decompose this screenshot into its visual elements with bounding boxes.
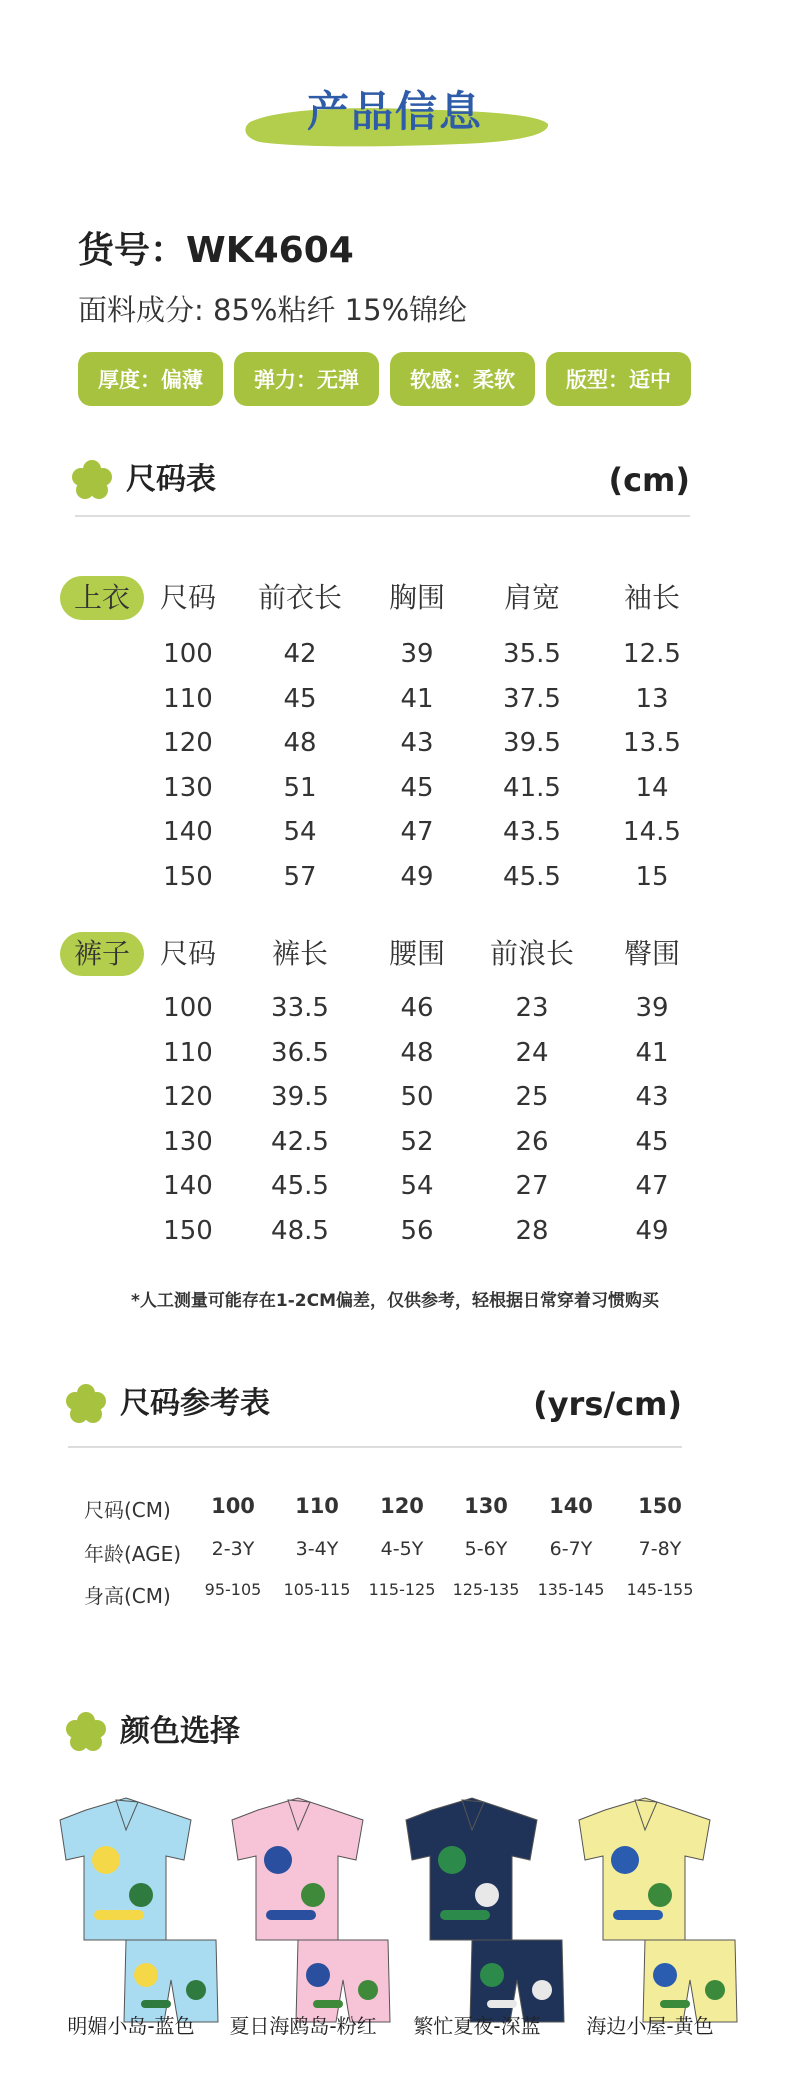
table-cell: 140 <box>163 1171 213 1202</box>
table-cell: 46 <box>400 993 434 1023</box>
color-swatch-image[interactable] <box>46 1790 226 2030</box>
tag-thickness: 厚度：偏薄 <box>78 352 223 406</box>
table-cell: 45 <box>635 1126 669 1157</box>
table-cell: 43 <box>635 1082 669 1113</box>
header-cell: 尺码 <box>159 581 216 614</box>
header-cell: 肩宽 <box>503 581 560 614</box>
reference-cell: 125-135 <box>452 1580 520 1599</box>
table-cell: 48.5 <box>271 1216 329 1246</box>
reference-cell: 6-7Y <box>549 1538 593 1560</box>
reference-row-label: 年龄(AGE) <box>84 1542 182 1566</box>
table-cell: 130 <box>163 772 213 803</box>
reference-cell: 7-8Y <box>638 1538 682 1560</box>
table-cell: 48 <box>400 1037 434 1068</box>
reference-cell: 150 <box>638 1494 682 1518</box>
table-cell: 12.5 <box>623 639 681 669</box>
table-row <box>0 721 790 765</box>
reference-cell: 2-3Y <box>211 1538 255 1560</box>
section-header <box>240 82 550 152</box>
header-cell: 尺码 <box>159 937 216 970</box>
table-cell: 130 <box>163 1126 213 1157</box>
reference-row-label: 身高(CM) <box>84 1584 171 1608</box>
table-cell: 57 <box>283 862 317 892</box>
reference-cell: 115-125 <box>368 1580 436 1599</box>
table-cell: 47 <box>635 1171 669 1202</box>
table-cell: 120 <box>163 1082 213 1113</box>
table-cell: 47 <box>400 817 434 848</box>
table-cell: 14.5 <box>623 817 681 848</box>
size-chart-unit: (cm) <box>608 461 690 499</box>
table-cell: 24 <box>515 1037 549 1068</box>
table-cell: 33.5 <box>271 993 329 1023</box>
table-cell: 39.5 <box>271 1082 329 1113</box>
table-row <box>0 677 790 721</box>
tag-elasticity: 弹力：无弹 <box>234 352 379 406</box>
reference-cell: 5-6Y <box>464 1538 508 1560</box>
color-name-label: 明媚小岛-蓝色 <box>67 2014 195 2038</box>
table-cell: 35.5 <box>503 639 561 669</box>
table-cell: 49 <box>400 862 434 892</box>
item-number: 货号：WK4604 <box>78 230 354 271</box>
table-row <box>0 1031 790 1075</box>
reference-cell: 130 <box>464 1494 508 1518</box>
reference-cell: 105-115 <box>283 1580 351 1599</box>
table-cell: 39 <box>635 993 669 1023</box>
table-cell: 41 <box>635 1037 669 1068</box>
table-cell: 150 <box>163 862 213 892</box>
reference-cell: 110 <box>295 1494 339 1518</box>
flower-icon <box>64 1710 108 1754</box>
colors-header <box>64 1700 684 1760</box>
flower-icon <box>70 458 114 502</box>
reference-title: 尺码参考表 <box>120 1386 270 1421</box>
table-cell: 54 <box>283 817 317 848</box>
header-cell: 臀围 <box>623 937 680 970</box>
table-cell: 13.5 <box>623 728 681 759</box>
reference-cell: 3-4Y <box>295 1538 339 1560</box>
table-cell: 39.5 <box>503 728 561 759</box>
reference-unit: (yrs/cm) <box>533 1385 682 1423</box>
pants-label-pill: 裤子 <box>60 932 144 976</box>
table-cell: 43 <box>400 728 434 759</box>
table-cell: 43.5 <box>503 817 561 848</box>
header-cell: 袖长 <box>623 581 680 614</box>
table-cell: 100 <box>163 993 213 1023</box>
reference-cell: 145-155 <box>626 1580 694 1599</box>
table-cell: 51 <box>283 772 317 803</box>
header-cell: 前衣长 <box>257 581 342 614</box>
color-name-label: 繁忙夏夜-深蓝 <box>413 2014 541 2038</box>
table-header-row <box>0 576 790 620</box>
header-cell: 腰围 <box>388 937 445 970</box>
divider <box>68 1446 682 1448</box>
table-cell: 49 <box>635 1216 669 1246</box>
table-row <box>0 632 790 676</box>
table-cell: 56 <box>400 1216 434 1246</box>
table-cell: 45 <box>283 683 317 714</box>
tag-fit: 版型：适中 <box>546 352 691 406</box>
reference-cell: 100 <box>211 1494 255 1518</box>
table-header-row <box>0 932 790 976</box>
table-cell: 15 <box>635 862 669 892</box>
table-cell: 13 <box>635 683 669 714</box>
size-chart-header <box>70 448 690 508</box>
colors-title: 颜色选择 <box>120 1714 240 1749</box>
reference-row-label: 尺码(CM) <box>84 1498 171 1522</box>
table-row <box>0 1120 790 1164</box>
size-chart-title: 尺码表 <box>126 462 216 497</box>
table-cell: 36.5 <box>271 1037 329 1068</box>
header-cell: 前浪长 <box>489 937 574 970</box>
table-cell: 120 <box>163 728 213 759</box>
table-cell: 27 <box>515 1171 549 1202</box>
table-row <box>0 766 790 810</box>
table-cell: 50 <box>400 1082 434 1113</box>
color-name-label: 夏日海鸥岛-粉红 <box>229 2014 377 2038</box>
table-cell: 41 <box>400 683 434 714</box>
table-row <box>0 855 790 899</box>
color-name-label: 海边小屋-黄色 <box>586 2014 714 2038</box>
flower-icon <box>64 1382 108 1426</box>
reference-cell: 135-145 <box>537 1580 605 1599</box>
color-swatch-image[interactable] <box>218 1790 398 2030</box>
table-cell: 45.5 <box>503 862 561 892</box>
reference-cell: 120 <box>380 1494 424 1518</box>
tag-softness: 软感：柔软 <box>390 352 535 406</box>
table-cell: 26 <box>515 1126 549 1157</box>
table-cell: 25 <box>515 1082 549 1113</box>
table-cell: 140 <box>163 817 213 848</box>
color-swatch-image[interactable] <box>392 1790 572 2030</box>
table-cell: 28 <box>515 1216 549 1246</box>
table-cell: 100 <box>163 639 213 669</box>
table-row <box>0 986 790 1030</box>
table-cell: 45.5 <box>271 1171 329 1202</box>
fabric-composition: 面料成分: 85%粘纤 15%锦纶 <box>78 293 468 327</box>
color-swatch-image[interactable] <box>565 1790 745 2030</box>
reference-cell: 4-5Y <box>380 1538 424 1560</box>
table-row <box>0 1164 790 1208</box>
table-cell: 48 <box>283 728 317 759</box>
attribute-tags <box>78 352 691 406</box>
reference-cell: 95-105 <box>204 1580 262 1599</box>
table-cell: 14 <box>635 772 669 803</box>
page-title: 产品信息 <box>306 87 483 136</box>
table-cell: 39 <box>400 639 434 669</box>
table-row <box>0 810 790 854</box>
table-cell: 110 <box>163 683 213 714</box>
divider <box>75 515 690 517</box>
header-cell: 胸围 <box>388 581 445 614</box>
table-cell: 23 <box>515 993 549 1023</box>
table-cell: 37.5 <box>503 683 561 714</box>
table-cell: 42 <box>283 639 317 669</box>
table-row <box>0 1075 790 1119</box>
measurement-note: *人工测量可能存在1-2CM偏差，仅供参考，轻根据日常穿着习惯购买 <box>131 1291 659 1311</box>
table-cell: 110 <box>163 1037 213 1068</box>
table-cell: 45 <box>400 772 434 803</box>
reference-header <box>64 1372 682 1432</box>
table-row <box>0 1209 790 1253</box>
header-cell: 裤长 <box>271 937 328 970</box>
reference-cell: 140 <box>549 1494 593 1518</box>
table-cell: 52 <box>400 1126 434 1157</box>
table-cell: 150 <box>163 1216 213 1246</box>
table-cell: 41.5 <box>503 772 561 803</box>
top-label-pill: 上衣 <box>60 576 144 620</box>
table-cell: 54 <box>400 1171 434 1202</box>
table-cell: 42.5 <box>271 1126 329 1157</box>
